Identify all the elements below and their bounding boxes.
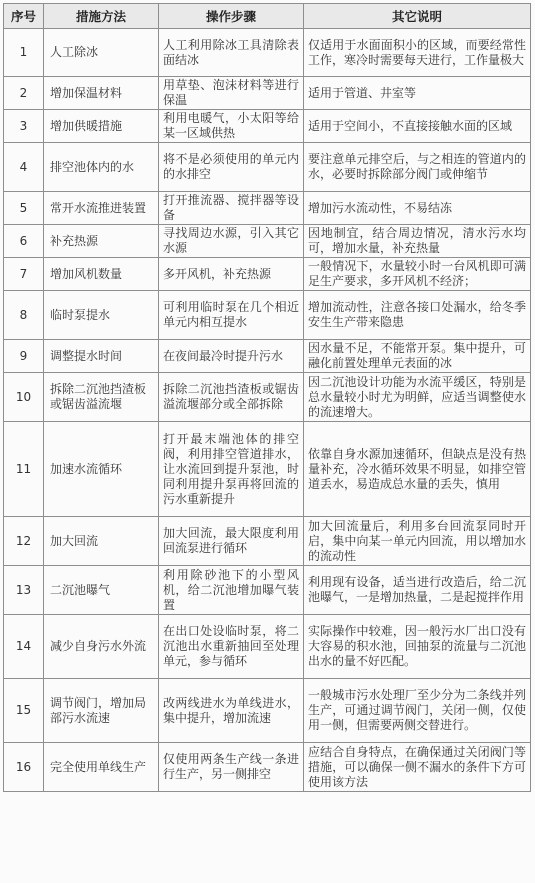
row-number: 14 xyxy=(4,615,44,679)
header-notes: 其它说明 xyxy=(304,4,531,29)
row-method: 加速水流循环 xyxy=(44,422,159,517)
row-notes: 仅适用于水面面积小的区域，而要经常性工作，寒冷时需要每天进行，工作量极大 xyxy=(304,29,531,77)
row-notes: 适用于空间小，不直接接触水面的区域 xyxy=(304,110,531,143)
table-header xyxy=(4,4,531,29)
row-notes: 适用于管道、井室等 xyxy=(304,77,531,110)
row-method: 调节阀门，增加局部污水流速 xyxy=(44,679,159,743)
row-method: 二沉池曝气 xyxy=(44,566,159,615)
table-row xyxy=(4,517,531,566)
table-row xyxy=(4,110,531,143)
table-row xyxy=(4,373,531,422)
row-steps: 改两线进水为单线进水，集中提升，增加流速 xyxy=(159,679,304,743)
table-row xyxy=(4,422,531,517)
row-steps: 打开最末端池体的排空阀，利用排空管道排水，让水流回到提升泵池，时同利用提升泵再将回流的污水重新提升 xyxy=(159,422,304,517)
row-steps: 人工利用除冰工具清除表面结冰 xyxy=(159,29,304,77)
table-row xyxy=(4,77,531,110)
row-number: 10 xyxy=(4,373,44,422)
row-method: 加大回流 xyxy=(44,517,159,566)
row-method: 排空池体内的水 xyxy=(44,143,159,192)
row-steps: 多开风机，补充热源 xyxy=(159,258,304,291)
row-number: 1 xyxy=(4,29,44,77)
row-notes: 加大回流量后，利用多台回流泵同时开启，集中向某一单元内回流，用以增加水的流动性 xyxy=(304,517,531,566)
row-steps: 加大回流，最大限度利用回流泵进行循环 xyxy=(159,517,304,566)
row-steps: 仅使用两条生产线一条进行生产，另一侧排空 xyxy=(159,743,304,792)
row-notes: 利用现有设备，适当进行改造后，给二沉池曝气，一是增加热量，二是起搅拌作用 xyxy=(304,566,531,615)
table-row xyxy=(4,29,531,77)
header-number: 序号 xyxy=(4,4,44,29)
row-method: 增加风机数量 xyxy=(44,258,159,291)
row-number: 4 xyxy=(4,143,44,192)
table-row xyxy=(4,615,531,679)
row-number: 11 xyxy=(4,422,44,517)
row-steps: 寻找周边水源，引入其它水源 xyxy=(159,225,304,258)
row-method: 调整提水时间 xyxy=(44,340,159,373)
header-row xyxy=(4,4,531,29)
table-row xyxy=(4,340,531,373)
table-row xyxy=(4,258,531,291)
row-notes: 因水量不足，不能常开泵。集中提升，可融化前置处理单元表面的冰 xyxy=(304,340,531,373)
table-row xyxy=(4,192,531,225)
row-method: 人工除冰 xyxy=(44,29,159,77)
row-steps: 用草垫、泡沫材料等进行保温 xyxy=(159,77,304,110)
row-steps: 打开推流器、搅拌器等设备 xyxy=(159,192,304,225)
table-row xyxy=(4,743,531,792)
header-method: 措施方法 xyxy=(44,4,159,29)
row-notes: 一般城市污水处理厂至少分为二条线并列生产，可通过调节阀门，关闭一侧，仅使用一侧，但需要两侧交替进行。 xyxy=(304,679,531,743)
row-notes: 因地制宜，结合周边情况，清水污水均可，增加水量，补充热量 xyxy=(304,225,531,258)
row-number: 13 xyxy=(4,566,44,615)
table-row xyxy=(4,225,531,258)
row-notes: 一般情况下，水量较小时一台风机即可满足生产要求，多开风机不经济； xyxy=(304,258,531,291)
row-method: 常开水流推进装置 xyxy=(44,192,159,225)
row-number: 8 xyxy=(4,291,44,340)
row-notes: 应结合自身特点，在确保通过关闭阀门等措施，可以确保一侧不漏水的条件下方可使用该方法 xyxy=(304,743,531,792)
row-number: 12 xyxy=(4,517,44,566)
row-method: 补充热源 xyxy=(44,225,159,258)
row-number: 9 xyxy=(4,340,44,373)
table-body xyxy=(4,29,531,792)
row-notes: 增加污水流动性，不易结冻 xyxy=(304,192,531,225)
table-row xyxy=(4,143,531,192)
row-method: 完全使用单线生产 xyxy=(44,743,159,792)
row-notes: 因二沉池设计功能为水流平缓区，特别是总水量较小时尤为明鲜，应适当调整使水的流速增大。 xyxy=(304,373,531,422)
row-number: 5 xyxy=(4,192,44,225)
row-number: 15 xyxy=(4,679,44,743)
row-number: 16 xyxy=(4,743,44,792)
row-notes: 实际操作中较难，因一般污水厂出口没有大容易的积水池，回抽泵的流量与二沉池出水的量不好匹配。 xyxy=(304,615,531,679)
row-notes: 要注意单元排空后，与之相连的管道内的水，必要时拆除部分阀门或伸缩节 xyxy=(304,143,531,192)
row-notes: 增加流动性，注意各接口处漏水，给冬季安生生产带来隐患 xyxy=(304,291,531,340)
row-steps: 在出口处设临时泵，将二沉池出水重新抽回至处理单元，参与循环 xyxy=(159,615,304,679)
table-row xyxy=(4,291,531,340)
table-row xyxy=(4,679,531,743)
row-number: 2 xyxy=(4,77,44,110)
table-row xyxy=(4,566,531,615)
row-method: 拆除二沉池挡渣板或锯齿溢流堰 xyxy=(44,373,159,422)
row-steps: 将不是必须使用的单元内的水排空 xyxy=(159,143,304,192)
row-number: 7 xyxy=(4,258,44,291)
row-steps: 利用除砂池下的小型风机，给二沉池增加曝气装置 xyxy=(159,566,304,615)
row-steps: 拆除二沉池挡渣板或锯齿溢流堰部分或全部拆除 xyxy=(159,373,304,422)
row-method: 增加保温材料 xyxy=(44,77,159,110)
row-number: 3 xyxy=(4,110,44,143)
header-steps: 操作步骤 xyxy=(159,4,304,29)
measures-table xyxy=(3,3,531,792)
row-steps: 利用电暖气，小太阳等给某一区域供热 xyxy=(159,110,304,143)
row-number: 6 xyxy=(4,225,44,258)
row-method: 增加供暖措施 xyxy=(44,110,159,143)
row-steps: 可利用临时泵在几个相近单元内相互提水 xyxy=(159,291,304,340)
row-method: 减少自身污水外流 xyxy=(44,615,159,679)
row-steps: 在夜间最冷时提升污水 xyxy=(159,340,304,373)
row-notes: 依靠自身水源加速循环，但缺点是没有热量补充，冷水循环效果不明显，如排空管道丢水，易造成总水量的丢失，慎用 xyxy=(304,422,531,517)
row-method: 临时泵提水 xyxy=(44,291,159,340)
